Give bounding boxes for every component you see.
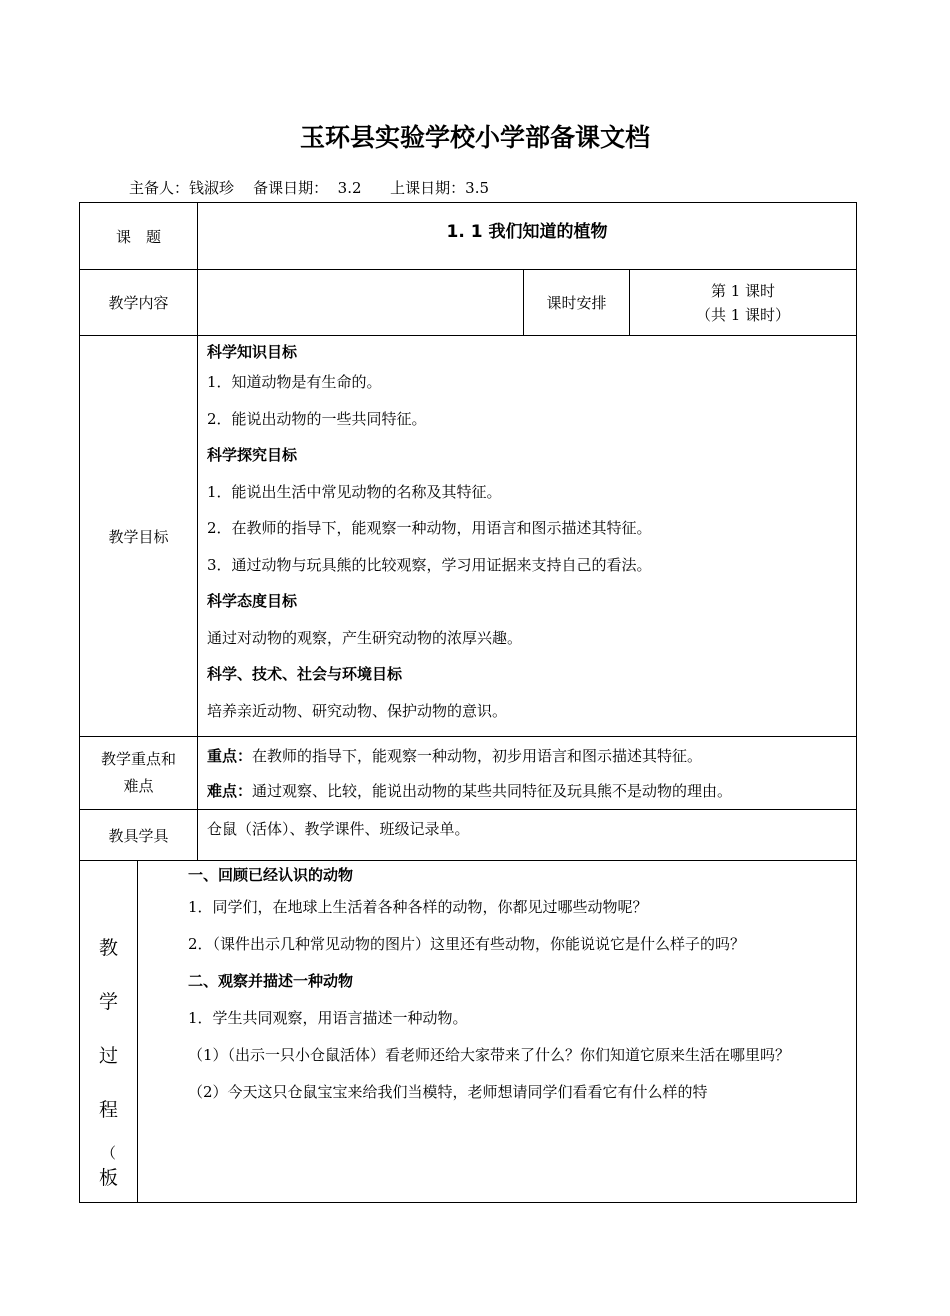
knowledge-item-1: 1．知道动物是有生命的。 <box>207 373 382 391</box>
difficulty-point <box>207 774 848 809</box>
schedule-line-2: （共 1 课时） <box>695 305 791 324</box>
attitude-item-1: 通过对动物的观察，产生研究动物的浓厚兴趣。 <box>207 628 523 647</box>
document-title: 玉环县实验学校小学部备课文档 <box>299 123 650 152</box>
process-s1-p1: 1．同学们，在地球上生活着各种各样的动物，你都见过哪些动物呢？ <box>188 898 648 916</box>
content-row <box>80 270 857 336</box>
keypoints-row <box>80 737 857 810</box>
process-section-1-heading: 一、回顾已经认识的动物 <box>188 866 354 884</box>
topic-row <box>80 203 857 270</box>
inquiry-item-1: 1．能说出生活中常见动物的名称及其特征。 <box>207 482 502 501</box>
sts-heading: 科学、技术、社会与环境目标 <box>207 665 403 683</box>
keypoints-label <box>80 737 198 810</box>
process-label-char-3: 过 <box>98 1045 118 1067</box>
process-label-char-2: 学 <box>98 991 118 1013</box>
lesson-topic: 1. 1 我们知道的植物 <box>198 203 857 270</box>
lesson-plan-table <box>79 202 857 1203</box>
process-content <box>138 861 857 1203</box>
process-s2-p2: （1）（出示一只小仓鼠活体）看老师还给大家带来了什么？你们知道它原来生活在哪里吗？ <box>188 1046 791 1064</box>
goals-label: 教学目标 <box>80 336 198 737</box>
keypoints-label-line-1: 教学重点和 <box>101 750 177 768</box>
prep-date: 3.2 <box>337 179 362 197</box>
process-label-char-4: 程 <box>98 1099 118 1121</box>
knowledge-heading: 科学知识目标 <box>207 343 298 361</box>
key-label: 重点： <box>207 747 253 765</box>
process-s2-p3: （2）今天这只仓鼠宝宝来给我们当模特，老师想请同学们看看它有什么样的特 <box>188 1083 708 1101</box>
process-s2-p1: 1．学生共同观察，用语言描述一种动物。 <box>188 1009 468 1027</box>
process-row <box>80 861 857 1203</box>
tools-row <box>80 810 857 861</box>
process-label-char-6: 板 <box>98 1167 118 1189</box>
preparer-name: 钱淑珍 <box>189 179 235 197</box>
class-date: 3.5 <box>465 179 490 197</box>
process-section-2-heading: 二、观察并描述一种动物 <box>188 972 354 990</box>
attitude-heading: 科学态度目标 <box>207 592 298 610</box>
process-label-char-5: （ <box>100 1144 116 1162</box>
process-label-char-1: 教 <box>98 937 118 959</box>
key-point <box>207 739 848 774</box>
content-label: 教学内容 <box>80 270 198 336</box>
content-value <box>198 270 524 336</box>
schedule-line-1: 第 1 课时 <box>710 281 776 300</box>
goals-content <box>198 336 857 737</box>
preparer-label: 主备人： <box>129 179 190 197</box>
knowledge-item-2: 2．能说出动物的一些共同特征。 <box>207 409 427 428</box>
sts-item-1: 培养亲近动物、研究动物、保护动物的意识。 <box>207 701 508 720</box>
process-s1-p2: 2．（课件出示几种常见动物的图片）这里还有些动物，你能说说它是什么样子的吗？ <box>188 935 746 953</box>
goals-row <box>80 336 857 737</box>
class-date-label: 上课日期： <box>390 179 466 197</box>
inquiry-item-2: 2．在教师的指导下，能观察一种动物，用语言和图示描述其特征。 <box>207 519 652 537</box>
tools-value: 仓鼠（活体）、教学课件、班级记录单。 <box>198 810 857 861</box>
difficulty-label: 难点： <box>207 782 253 800</box>
tools-label: 教具学具 <box>80 810 198 861</box>
prep-date-label: 备课日期： <box>253 179 329 197</box>
key-text: 在教师的指导下，能观察一种动物，初步用语言和图示描述其特征。 <box>252 747 703 765</box>
keypoints-label-line-2: 难点 <box>123 777 154 795</box>
inquiry-heading: 科学探究目标 <box>207 446 298 464</box>
document-meta <box>129 177 489 198</box>
schedule-value <box>630 270 857 336</box>
process-label <box>80 861 138 1203</box>
schedule-label: 课时安排 <box>524 270 630 336</box>
inquiry-item-3: 3．通过动物与玩具熊的比较观察，学习用证据来支持自己的看法。 <box>207 555 652 574</box>
topic-label: 课 题 <box>80 203 198 270</box>
difficulty-text: 通过观察、比较，能说出动物的某些共同特征及玩具熊不是动物的理由。 <box>252 782 733 800</box>
keypoints-content <box>198 737 857 810</box>
